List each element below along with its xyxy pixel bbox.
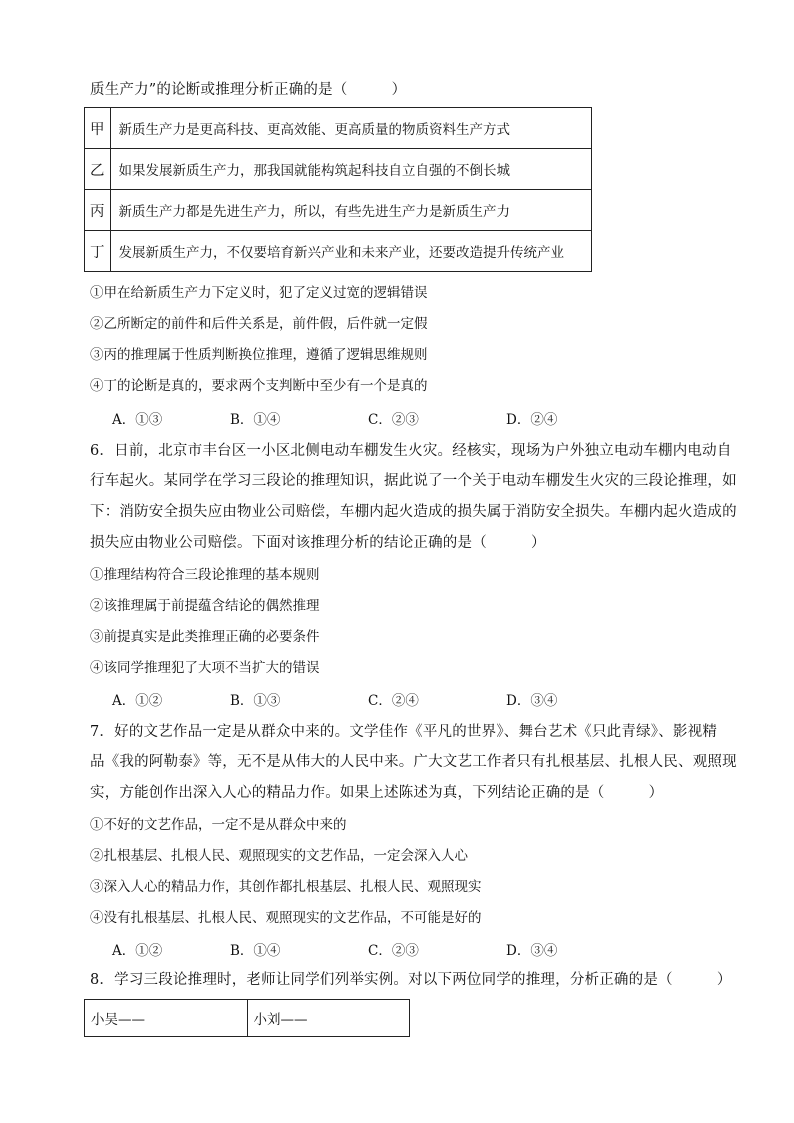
q5-row-key: 乙 — [85, 149, 111, 190]
q8-stem: 8．学习三段论推理时，老师让同学们列举实例。对以下两位同学的推理，分析正确的是（ ） — [90, 972, 732, 988]
q6-statement: ③前提真实是此类推理正确的必要条件 — [90, 629, 320, 645]
q8-header-xiaoliu: 小刘—— — [247, 1000, 410, 1037]
q7-option-d: D．③④ — [506, 943, 558, 959]
q7-statement: ①不好的文艺作品，一定不是从群众中来的 — [90, 817, 347, 833]
q5-option-b: B．①④ — [230, 412, 281, 428]
q6-stem-line: 6．日前，北京市丰台区一小区北侧电动车棚发生火灾。经核实，现场为户外独立电动车棚内电动自 — [90, 443, 732, 459]
q7-statement: ④没有扎根基层、扎根人民、观照现实的文艺作品，不可能是好的 — [90, 910, 482, 926]
q7-statement: ②扎根基层、扎根人民、观照现实的文艺作品，一定会深入人心 — [90, 848, 468, 864]
q6-option-b: B．①③ — [230, 693, 281, 709]
q5-row-key: 丁 — [85, 231, 111, 272]
q7-statement: ③深入人心的精品力作，其创作都扎根基层、扎根人民、观照现实 — [90, 879, 482, 895]
table-row — [85, 108, 592, 149]
q6-option-c: C．②④ — [368, 693, 419, 709]
q6-stem-line: 下：消防安全损失应由物业公司赔偿，车棚内起火造成的损失属于消防安全损失。车棚内起火造成的 — [90, 504, 737, 520]
table-row — [85, 1000, 410, 1037]
q8-table — [84, 999, 410, 1037]
q8-header-xiaowu: 小吴—— — [85, 1000, 248, 1037]
q7-stem-line: 实，方能创作出深入人心的精品力作。如果上述陈述为真，下列结论正确的是（ ） — [90, 785, 664, 801]
q7-option-b: B．①④ — [230, 943, 281, 959]
q5-option-c: C．②③ — [368, 412, 419, 428]
q5-statement: ②乙所断定的前件和后件关系是，前件假，后件就一定假 — [90, 316, 428, 332]
q7-stem-line: 品《我的阿勒泰》等，无不是从伟大的人民中来。广大文艺工作者只有扎根基层、扎根人民、观照现 — [90, 754, 737, 770]
q5-option-d: D．②④ — [506, 412, 558, 428]
q6-option-d: D．③④ — [506, 693, 558, 709]
q5-row-key: 甲 — [85, 108, 111, 149]
q5-statement: ③丙的推理属于性质判断换位推理，遵循了逻辑思维规则 — [90, 347, 428, 363]
q5-table — [84, 107, 592, 272]
table-row — [85, 149, 592, 190]
q5-row-key: 丙 — [85, 190, 111, 231]
q6-stem-line: 行车起火。某同学在学习三段论的推理知识，据此说了一个关于电动车棚发生火灾的三段论推理，如 — [90, 473, 737, 489]
table-row — [85, 231, 592, 272]
q6-statement: ②该推理属于前提蕴含结论的偶然推理 — [90, 598, 320, 614]
table-row — [85, 190, 592, 231]
q7-option-c: C．②③ — [368, 943, 419, 959]
q5-statement: ①甲在给新质生产力下定义时，犯了定义过宽的逻辑错误 — [90, 285, 428, 301]
q5-option-a: A．①③ — [112, 412, 163, 428]
q5-row-text: 如果发展新质生产力，那我国就能构筑起科技自立自强的不倒长城 — [110, 149, 592, 190]
q7-option-a: A．①② — [112, 943, 163, 959]
q5-statement: ④丁的论断是真的，要求两个支判断中至少有一个是真的 — [90, 378, 428, 394]
q6-statement: ④该同学推理犯了大项不当扩大的错误 — [90, 660, 320, 676]
q5-row-text: 新质生产力都是先进生产力，所以，有些先进生产力是新质生产力 — [110, 190, 592, 231]
q5-row-text: 新质生产力是更高科技、更高效能、更高质量的物质资料生产方式 — [110, 108, 592, 149]
q6-statement: ①推理结构符合三段论推理的基本规则 — [90, 567, 320, 583]
q6-option-a: A．①② — [112, 693, 163, 709]
q5-row-text: 发展新质生产力，不仅要培育新兴产业和未来产业，还要改造提升传统产业 — [110, 231, 592, 272]
q7-stem-line: 7．好的文艺作品一定是从群众中来的。文学佳作《平凡的世界》、舞台艺术《只此青绿》、影视精 — [90, 724, 718, 740]
q5-stem-tail: 质生产力”的论断或推理分析正确的是（ ） — [90, 82, 407, 98]
q6-stem-line: 损失应由物业公司赔偿。下面对该推理分析的结论正确的是（ ） — [90, 535, 546, 551]
